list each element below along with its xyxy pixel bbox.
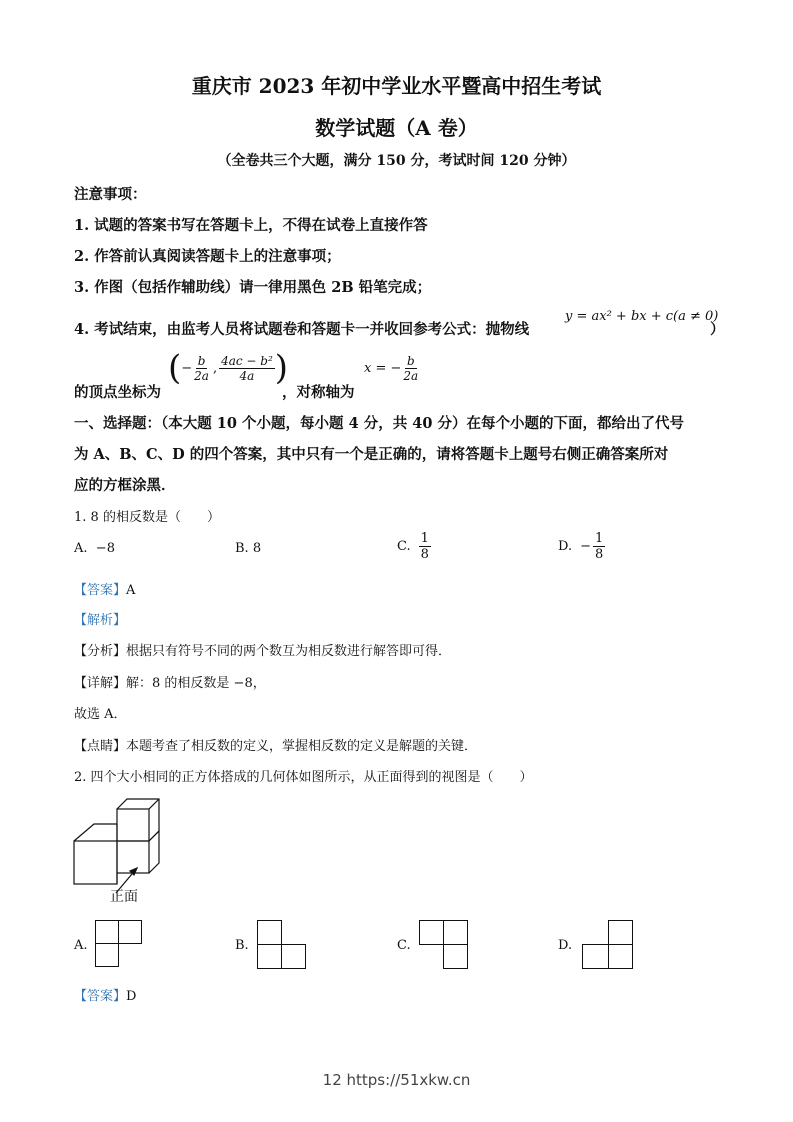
q2-option-d-figure — [582, 920, 634, 970]
q2-option-b-label: B. — [235, 938, 249, 953]
q1-option-d: D. − $\frac{1}{8}$ — [558, 531, 604, 562]
axis-label: ，对称轴为 — [282, 384, 355, 401]
q2-option-a-label: A. — [74, 938, 88, 953]
q1-analysis-tag: 【解析】 — [74, 613, 127, 628]
q2-figure-label: 正面 — [110, 889, 138, 905]
section1-line1: 一、选择题：（本大题 10 个小题，每小题 4 分，共 40 分）在每个小题的下面，都给出了代号 — [74, 415, 684, 432]
q2-option-c-figure — [419, 920, 469, 970]
section1-line2: 为 A、B、C、D 的四个答案，其中只有一个是正确的，请将答题卡上题号右侧正确答案所对 — [74, 446, 669, 463]
notice-heading: 注意事项： — [74, 186, 147, 203]
exam-info: （全卷共三个大题，满分 150 分，考试时间 120 分钟） — [217, 153, 576, 169]
notice-item-3: 3. 作图（包括作辅助线）请一律用黑色 2B 铅笔完成； — [74, 279, 432, 296]
exam-title: 重庆市 2023 年初中学业水平暨高中招生考试 — [191, 74, 602, 98]
q1-option-c: C. $\frac{1}{8}$ — [397, 531, 429, 562]
axis-fraction: $\frac{b}{2a}$ — [403, 354, 419, 383]
q2-option-b-figure — [257, 920, 307, 970]
vertex-y-fraction: $\frac{\text{4ac − b²}}{4a}$ — [221, 353, 273, 383]
notice-item-2: 2. 作答前认真阅读答题卡上的注意事项； — [74, 248, 341, 265]
section1-line3: 应的方框涂黑． — [74, 477, 176, 494]
exam-subtitle: 数学试题（A 卷） — [315, 116, 478, 140]
q2-option-c-label: C. — [397, 938, 411, 953]
q1-dianjing: 【点睛】本题考查了相反数的定义，掌握相反数的定义是解题的关键． — [74, 739, 478, 754]
q2-option-a-figure — [95, 920, 143, 968]
notice-item-4: 4. 考试结束，由监考人员将试题卷和答题卡一并收回参考公式：抛物线 — [74, 321, 530, 338]
vertex-x-fraction: $\frac{b}{2a}$ — [194, 353, 209, 383]
q1-option-b: B. 8 — [235, 541, 262, 556]
vertex-formula: ( − $\frac{b}{2a}$ , $\frac{\text{4ac − b²}}{4a}$ ) — [168, 348, 289, 388]
close-paren: ） — [710, 321, 725, 338]
q1-stem: 1. 8 的相反数是（ ） — [74, 510, 220, 525]
parabola-formula: y = ax² + bx + c(a ≠ 0) — [565, 309, 719, 324]
notice-item-1: 1. 试题的答案书写在答题卡上，不得在试卷上直接作答 — [74, 217, 428, 234]
q2-option-d-label: D. — [558, 938, 573, 953]
page-footer: 12 https://51xkw.cn — [322, 1071, 471, 1089]
q1-answer: 【答案】A — [74, 583, 136, 598]
q1-xiangjie: 【详解】解：8 的相反数是 −8， — [74, 676, 266, 691]
axis-formula: x = − $\frac{b}{2a}$ — [364, 354, 419, 383]
q2-stem: 2. 四个大小相同的正方体搭成的几何体如图所示，从正面得到的视图是（ ） — [74, 770, 533, 785]
q1-option-a: A. −8 — [74, 541, 115, 556]
vertex-label: 的顶点坐标为 — [74, 384, 161, 401]
q2-answer: 【答案】D — [74, 989, 137, 1004]
q1-conclusion: 故选 A． — [74, 707, 127, 722]
q1-fenxi: 【分析】根据只有符号不同的两个数互为相反数进行解答即可得． — [74, 644, 452, 659]
